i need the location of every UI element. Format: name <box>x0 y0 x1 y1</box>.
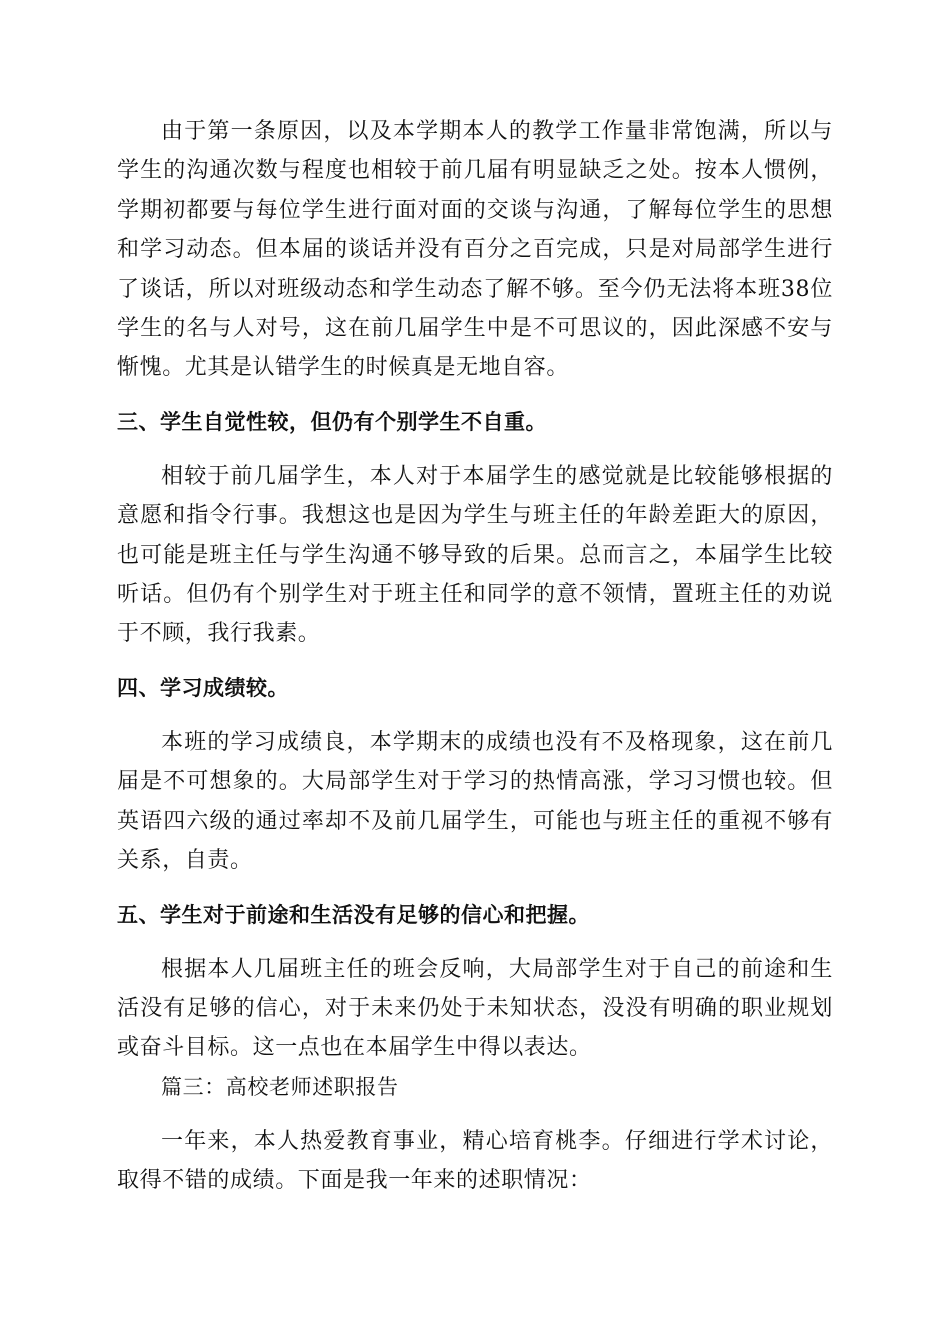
section-heading-3: 三、学生自觉性较，但仍有个别学生不自重。 <box>117 409 547 434</box>
document-page <box>117 112 833 1201</box>
paragraph-grades: 本班的学习成绩良，本学期末的成绩也没有不及格现象，这在前几届是不可想象的。大局部学生对于学习的热情高涨，学习习惯也较。但英语四六级的通过率却不及前几届学生，可能也与班主任的重视不够有关系，自责。 <box>117 729 833 874</box>
section-heading-5: 五、学生对于前途和生活没有足够的信心和把握。 <box>117 902 590 927</box>
paragraph-communication: 由于第一条原因，以及本学期本人的教学工作量非常饱满，所以与学生的沟通次数与程度也相较于前几届有明显缺乏之处。按本人惯例，学期初都要与每位学生进行面对面的交谈与沟通，了解每位学生的思想和学习动态。但本届的谈话并没有百分之百完成，只是对局部学生进行了谈话，所以对班级动态和学生动态了解不够。至今仍无法将本班38位学生的名与人对号，这在前几届学生中是不可思议的，因此深感不安与惭愧。尤其是认错学生的时候真是无地自容。 <box>117 119 833 381</box>
paragraph-future: 根据本人几届班主任的班会反响，大局部学生对于自己的前途和生活没有足够的信心，对于未来仍处于未知状态，没没有明确的职业规划或奋斗目标。这一点也在本届学生中得以表达。 <box>117 956 833 1061</box>
paragraph-self-discipline: 相较于前几届学生，本人对于本届学生的感觉就是比较能够根据的意愿和指令行事。我想这也是因为学生与班主任的年龄差距大的原因，也可能是班主任与学生沟通不够导致的后果。总而言之，本届学生比较听话。但仍有个别学生对于班主任和同学的意不领情，置班主任的劝说于不顾，我行我素。 <box>117 463 833 647</box>
chapter-subtitle: 篇三：高校老师述职报告 <box>161 1074 399 1099</box>
section-heading-4: 四、学习成绩较。 <box>117 675 289 700</box>
paragraph-report-intro: 一年来，本人热爱教育事业，精心培育桃李。仔细进行学术讨论，取得不错的成绩。下面是我一年来的述职情况： <box>117 1128 833 1194</box>
